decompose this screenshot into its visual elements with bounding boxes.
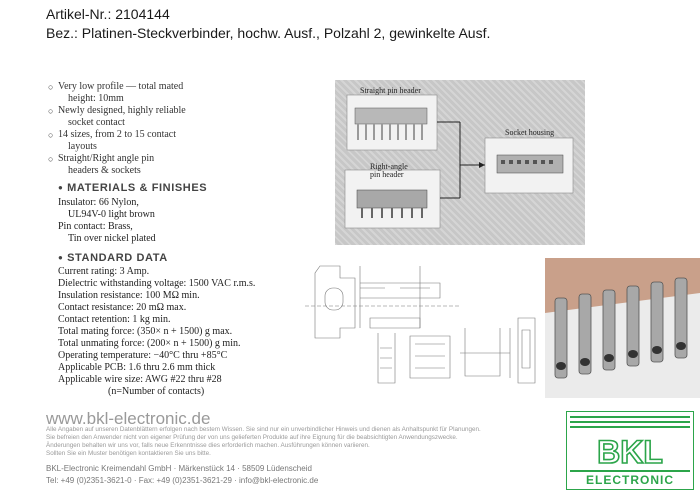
circle-bullet-icon: ○	[48, 106, 54, 116]
logo-top-text: BKL	[597, 434, 663, 470]
circle-bullet-icon: ○	[48, 154, 54, 164]
article-description: Bez.: Platinen-Steckverbinder, hochw. Ausf., Polzahl 2, gewinkelte Ausf.	[46, 25, 491, 41]
disclaimer-line: Änderungen behalten wir uns vor, falls neue Erkenntnisse dies erforderlich machen. Ausführungen können variieren.	[46, 442, 370, 449]
materials-line: Insulator: 66 Nylon,	[58, 197, 139, 208]
materials-line: UL94V-0 light brown	[68, 209, 155, 220]
bkl-logo-graphic	[567, 412, 693, 489]
company-contact: Tel: +49 (0)2351-3621-0 · Fax: +49 (0)2351-3621-29 · info@bkl-electronic.de	[46, 476, 319, 485]
standard-line: Current rating: 3 Amp.	[58, 266, 150, 277]
contact-pins-illustration	[545, 258, 700, 398]
standard-line: Dielectric withstanding voltage: 1500 VAC r.m.s.	[58, 278, 256, 289]
contact-pins-photo	[545, 258, 700, 398]
feature-item: ○ 14 sizes, from 2 to 15 contact layouts	[48, 129, 177, 152]
disclaimer-line: Sie befreien den Anwender nicht von eigener Prüfung der von uns gelieferten Produkte auf ihre Eignung für die beabsichtigten Anwendungszwecke.	[46, 434, 458, 441]
circle-bullet-icon: ○	[48, 130, 54, 140]
company-address: BKL-Electronic Kreimendahl GmbH · Märkenstück 14 · 58509 Lüdenscheid	[46, 464, 312, 473]
article-number: Artikel-Nr.: 2104144	[46, 6, 170, 22]
feature-item: ○ Straight/Right angle pin headers & sockets	[48, 153, 155, 176]
disclaimer-line: Sollten Sie ein Muster benötigen kontaktieren Sie uns bitte.	[46, 450, 211, 457]
standard-line: Insulation resistance: 100 MΩ min.	[58, 290, 200, 301]
standard-line: Total mating force: (350× n + 1500) g max.	[58, 326, 233, 337]
straight-pin-header-label: Straight pin header	[360, 86, 421, 95]
standard-data-heading: ● STANDARD DATA	[58, 252, 168, 264]
right-angle-label: pin header	[370, 170, 404, 179]
standard-line: Contact retention: 1 kg min.	[58, 314, 171, 325]
materials-heading: ● MATERIALS & FINISHES	[58, 182, 208, 194]
feature-item: ○ Very low profile — total mated height: 10mm	[48, 81, 184, 104]
dot-bullet-icon: ●	[58, 183, 64, 192]
circle-bullet-icon: ○	[48, 82, 54, 92]
technical-drawing	[300, 258, 540, 398]
bkl-logo	[566, 411, 694, 490]
disclaimer-line: Alle Angaben auf unseren Datenblättern erfolgen nach bestem Wissen. Sie sind nur ein unverbindlicher Hinweis und dienen als Anhaltspunkt für Planungen.	[46, 426, 481, 433]
website-link[interactable]: www.bkl-electronic.de	[46, 409, 211, 428]
materials-line: Pin contact: Brass,	[58, 221, 133, 232]
socket-housing-label: Socket housing	[505, 128, 555, 137]
standard-line: Operating temperature: −40°C thru +85°C	[58, 350, 228, 361]
standard-line: Contact resistance: 20 mΩ max.	[58, 302, 187, 313]
feature-item: ○ Newly designed, highly reliable socket contact	[48, 105, 186, 128]
standard-line: Total unmating force: (200× n + 1500) g min.	[58, 338, 241, 349]
dot-bullet-icon: ●	[58, 253, 64, 262]
logo-bottom-text: ELECTRONIC	[586, 473, 674, 487]
right-angle-label: Right-angle	[370, 162, 408, 171]
standard-line: Applicable PCB: 1.6 thru 2.6 mm thick	[58, 362, 216, 373]
materials-line: Tin over nickel plated	[68, 233, 156, 244]
standard-line: (n=Number of contacts)	[108, 386, 205, 397]
standard-line: Applicable wire size: AWG #22 thru #28	[58, 374, 222, 385]
product-photo	[335, 80, 585, 245]
